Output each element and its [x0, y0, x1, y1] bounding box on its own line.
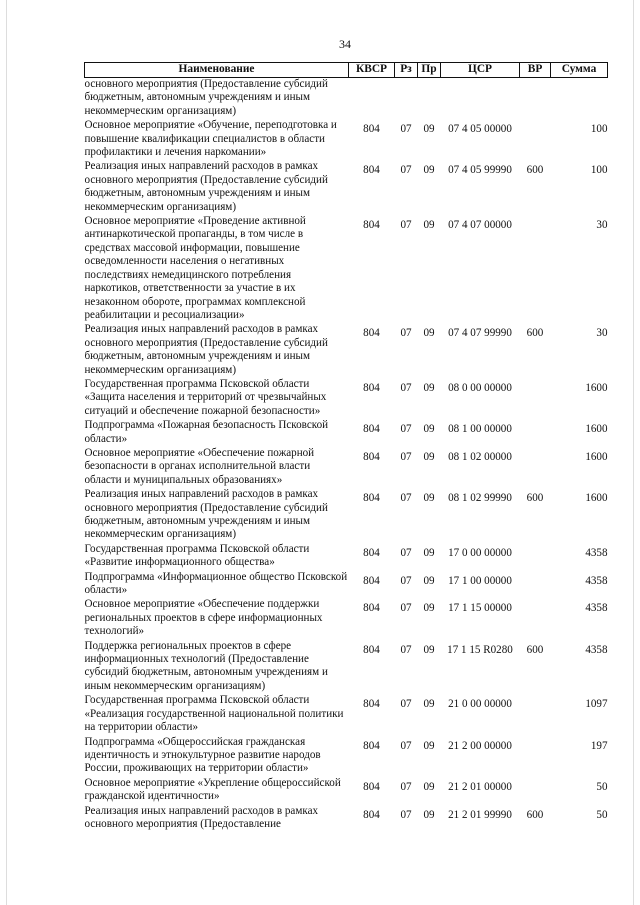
- cell-sum: 100: [590, 164, 608, 177]
- cell-kvsr: 804: [363, 164, 380, 177]
- cell-sum: 50: [596, 808, 608, 821]
- cell-sum: 1600: [585, 423, 608, 436]
- cell-sum: 197: [590, 739, 608, 752]
- cell-vr: [520, 735, 551, 776]
- scan-edge-right: [633, 0, 634, 905]
- cell-csr: 21 2 01 99990: [448, 808, 512, 821]
- cell-csr: 08 1 02 00000: [448, 450, 512, 463]
- cell-vr: 600: [526, 492, 544, 505]
- cell-kvsr: 804: [363, 450, 380, 463]
- cell-csr: 21 0 00 00000: [448, 698, 512, 711]
- cell-vr: 600: [526, 327, 544, 340]
- cell-pr: 09: [423, 492, 435, 505]
- cell-pr: 09: [423, 123, 435, 136]
- cell-vr: [520, 542, 551, 570]
- cell-pr: [418, 78, 441, 119]
- cell-rz: 07: [400, 381, 412, 394]
- cell-vr: [520, 776, 551, 804]
- cell-csr: 17 1 15 00000: [448, 602, 512, 615]
- header-sum: Сумма: [551, 63, 608, 78]
- cell-pr: 09: [423, 327, 435, 340]
- cell-sum: 4358: [585, 643, 608, 656]
- cell-sum: 1600: [585, 381, 608, 394]
- cell-kvsr: 804: [363, 219, 380, 232]
- cell-name: Подпрограмма «Общероссийская гражданская идентичность и этнокультурное развитие народов России, проживающих на территории области»: [84, 735, 321, 775]
- cell-vr: 600: [526, 164, 544, 177]
- header-kvsr: КВСР: [349, 63, 395, 78]
- cell-csr: [441, 78, 520, 119]
- cell-rz: 07: [400, 546, 412, 559]
- cell-sum: 30: [596, 327, 608, 340]
- cell-sum: [551, 78, 608, 119]
- cell-kvsr: 804: [363, 546, 380, 559]
- cell-sum: 100: [590, 123, 608, 136]
- cell-kvsr: 804: [363, 381, 380, 394]
- cell-name: Государственная программа Псковской области «Реализация государственной национальной политики на территории области»: [84, 694, 344, 734]
- cell-kvsr: 804: [363, 492, 380, 505]
- cell-rz: 07: [400, 327, 412, 340]
- table-row: [85, 78, 608, 119]
- header-name: Наименование: [85, 63, 349, 78]
- table-row: [85, 570, 608, 598]
- cell-rz: 07: [400, 164, 412, 177]
- cell-sum: 4358: [585, 546, 608, 559]
- cell-name: Основное мероприятие «Обеспечение пожарной безопасности в органах исполнительной власти области и муниципальных образованиях»: [84, 446, 315, 486]
- cell-vr: 600: [526, 808, 544, 821]
- table-row: [85, 776, 608, 804]
- cell-kvsr: 804: [363, 123, 380, 136]
- cell-sum: 4358: [585, 602, 608, 615]
- header-csr: ЦСР: [441, 63, 520, 78]
- cell-name: Основное мероприятие «Обучение, переподготовка и повышение квалификации специалистов в области профилактики и лечения наркомании»: [84, 119, 337, 159]
- cell-pr: 09: [423, 381, 435, 394]
- cell-name: Реализация иных направлений расходов в рамках основного мероприятия (Предоставление субсидий бюджетным, автономным учреждениям и иным некоммерческим организациям): [84, 488, 328, 541]
- cell-kvsr: [349, 78, 395, 119]
- cell-pr: 09: [423, 602, 435, 615]
- cell-name: Государственная программа Псковской области «Защита населения и территорий от чрезвычайных ситуаций и обеспечение пожарной безопасности»: [84, 377, 327, 417]
- cell-vr: [520, 214, 551, 322]
- cell-csr: 07 4 07 00000: [448, 219, 512, 232]
- cell-pr: 09: [423, 780, 435, 793]
- table-row: [85, 693, 608, 734]
- cell-kvsr: 804: [363, 698, 380, 711]
- cell-sum: 4358: [585, 574, 608, 587]
- cell-name: Государственная программа Псковской области «Развитие информационного общества»: [84, 542, 310, 569]
- cell-kvsr: 804: [363, 739, 380, 752]
- table-row: [85, 804, 608, 832]
- table-header-row: [85, 63, 608, 78]
- cell-name: Подпрограмма «Пожарная безопасность Псковской области»: [84, 419, 329, 445]
- cell-name: Подпрограмма «Информационное общество Псковской области»: [84, 570, 348, 597]
- cell-csr: 17 1 00 00000: [448, 574, 512, 587]
- budget-table: [84, 62, 608, 831]
- table-row: [85, 597, 608, 638]
- cell-csr: 08 0 00 00000: [448, 381, 512, 394]
- cell-rz: 07: [400, 808, 412, 821]
- cell-csr: 17 1 15 R0280: [447, 643, 513, 656]
- cell-rz: [395, 78, 418, 119]
- cell-csr: 08 1 00 00000: [448, 423, 512, 436]
- cell-name: Основное мероприятие «Укрепление общероссийской гражданской идентичности»: [84, 776, 341, 803]
- table-row: [85, 118, 608, 159]
- cell-vr: [520, 693, 551, 734]
- cell-kvsr: 804: [363, 423, 380, 436]
- cell-csr: 17 0 00 00000: [448, 546, 512, 559]
- cell-kvsr: 804: [363, 643, 380, 656]
- cell-sum: 1097: [585, 698, 608, 711]
- cell-csr: 08 1 02 99990: [448, 492, 512, 505]
- table-row: [85, 487, 608, 542]
- cell-kvsr: 804: [363, 327, 380, 340]
- cell-rz: 07: [400, 450, 412, 463]
- table-row: [85, 735, 608, 776]
- cell-pr: 09: [423, 739, 435, 752]
- cell-name: Основное мероприятие «Обеспечение поддержки региональных проектов в сфере информационных технологий»: [84, 598, 323, 638]
- cell-pr: 09: [423, 574, 435, 587]
- table-row: [85, 322, 608, 377]
- cell-pr: 09: [423, 219, 435, 232]
- cell-sum: 50: [596, 780, 608, 793]
- scan-edge-left: [6, 0, 7, 905]
- cell-vr: [520, 570, 551, 598]
- cell-sum: 1600: [585, 450, 608, 463]
- cell-rz: 07: [400, 698, 412, 711]
- cell-csr: 07 4 05 99990: [448, 164, 512, 177]
- table-row: [85, 446, 608, 487]
- cell-pr: 09: [423, 546, 435, 559]
- table-row: [85, 377, 608, 418]
- table-row: [85, 214, 608, 322]
- cell-kvsr: 804: [363, 780, 380, 793]
- cell-sum: 1600: [585, 492, 608, 505]
- cell-name: Реализация иных направлений расходов в рамках основного мероприятия (Предоставление: [84, 804, 319, 830]
- cell-pr: 09: [423, 164, 435, 177]
- cell-rz: 07: [400, 574, 412, 587]
- header-pr: Пр: [418, 63, 441, 78]
- cell-vr: 600: [526, 643, 544, 656]
- table-row: [85, 542, 608, 570]
- table-row: [85, 159, 608, 214]
- cell-vr: [520, 446, 551, 487]
- page-number: 34: [339, 37, 351, 51]
- cell-sum: 30: [596, 219, 608, 232]
- cell-pr: 09: [423, 643, 435, 656]
- cell-rz: 07: [400, 739, 412, 752]
- cell-vr: [520, 78, 551, 119]
- cell-rz: 07: [400, 602, 412, 615]
- header-rz: Рз: [395, 63, 418, 78]
- cell-csr: 21 2 00 00000: [448, 739, 512, 752]
- table-row: [85, 418, 608, 446]
- cell-name: основного мероприятия (Предоставление субсидий бюджетным, автономным учреждениям и иным некоммерческим организациям): [84, 78, 328, 117]
- table-row: [85, 639, 608, 694]
- cell-kvsr: 804: [363, 602, 380, 615]
- cell-csr: 07 4 07 99990: [448, 327, 512, 340]
- cell-vr: [520, 377, 551, 418]
- header-vr: ВР: [520, 63, 551, 78]
- cell-vr: [520, 418, 551, 446]
- cell-rz: 07: [400, 780, 412, 793]
- cell-csr: 07 4 05 00000: [448, 123, 512, 136]
- cell-vr: [520, 597, 551, 638]
- cell-name: Поддержка региональных проектов в сфере информационных технологий (Предоставление субсидий бюджетным, автономным учреждениям и иным некоммерческим организациям): [84, 639, 328, 692]
- cell-rz: 07: [400, 123, 412, 136]
- cell-kvsr: 804: [363, 808, 380, 821]
- cell-name: Основное мероприятие «Проведение активной антинаркотической пропаганды, в том числе в средствах массовой информации, повышение осведомленности населения о негативных последствиях немедицинского потребления наркотиков, ответственности за участие в их незаконном обороте, программах комплексной реабилитации и ресоциализации»: [84, 215, 306, 321]
- cell-rz: 07: [400, 423, 412, 436]
- cell-name: Реализация иных направлений расходов в рамках основного мероприятия (Предоставление субсидий бюджетным, автономным учреждениям и иным некоммерческим организациям): [84, 160, 328, 213]
- cell-kvsr: 804: [363, 574, 380, 587]
- cell-csr: 21 2 01 00000: [448, 780, 512, 793]
- cell-pr: 09: [423, 698, 435, 711]
- cell-rz: 07: [400, 643, 412, 656]
- cell-pr: 09: [423, 423, 435, 436]
- cell-vr: [520, 118, 551, 159]
- cell-rz: 07: [400, 492, 412, 505]
- cell-pr: 09: [423, 450, 435, 463]
- cell-pr: 09: [423, 808, 435, 821]
- cell-rz: 07: [400, 219, 412, 232]
- cell-name: Реализация иных направлений расходов в рамках основного мероприятия (Предоставление субсидий бюджетным, автономным учреждениям и иным некоммерческим организациям): [84, 323, 328, 376]
